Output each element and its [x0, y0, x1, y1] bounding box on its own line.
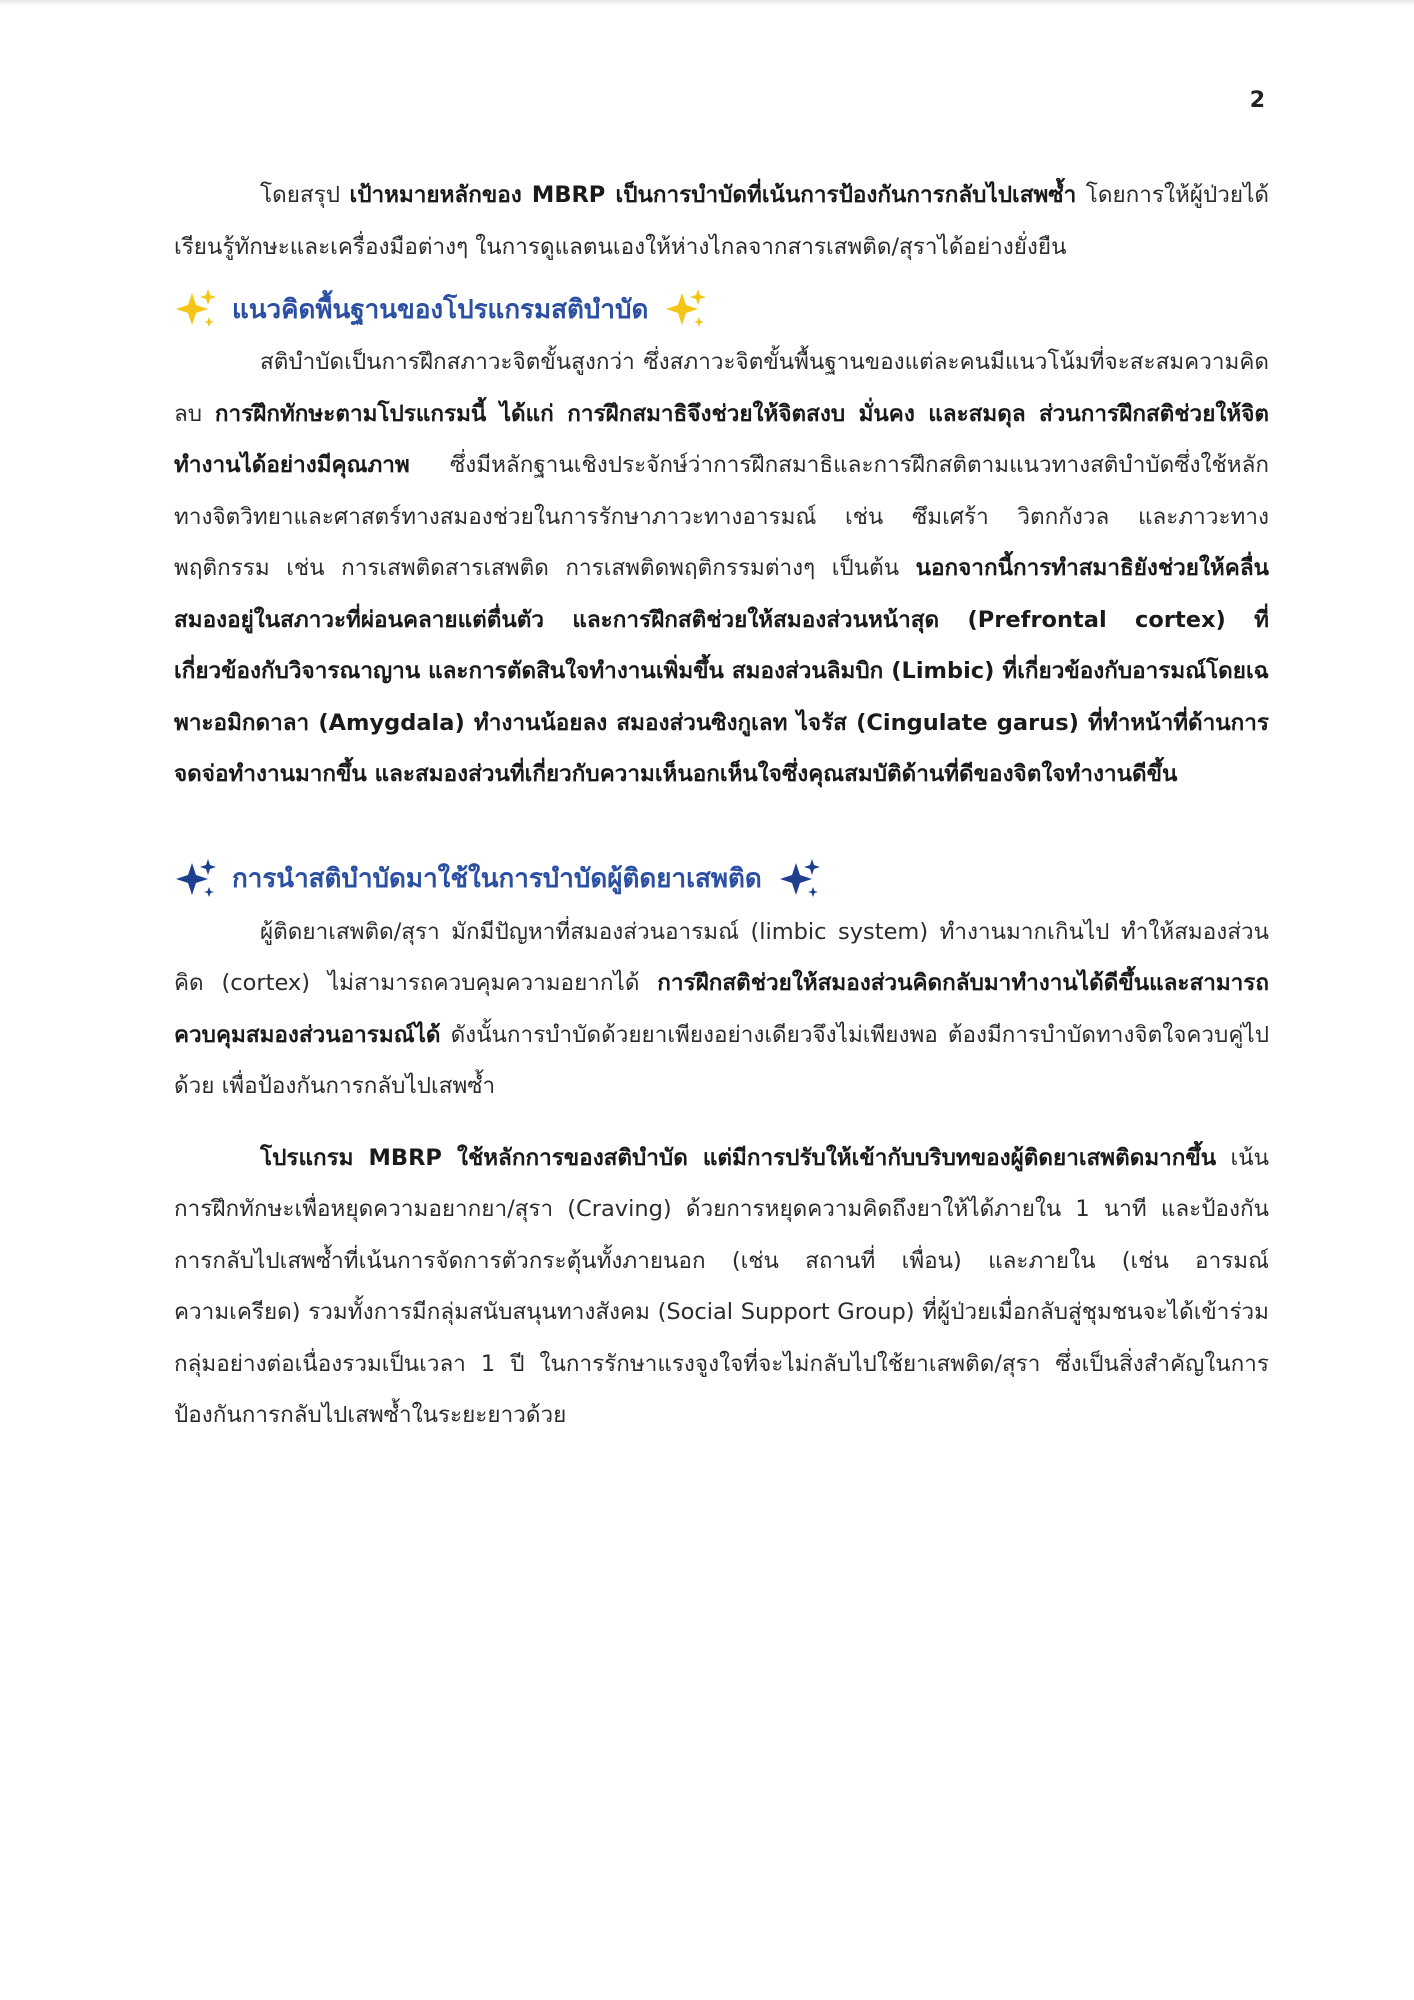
sparkles-icon [174, 287, 218, 331]
section2-paragraph-1 [174, 907, 1269, 1113]
sparkles-icon [174, 857, 218, 901]
sparkles-icon [664, 287, 708, 331]
page-content [174, 170, 1269, 1442]
section2-p2-text-1: เน้นการฝึกทักษะเพื่อหยุดความอยากยา/สุรา (Craving) ด้วยการหยุดความคิดถึงยาให้ได้ภายใน 1 นาที และป้องกันการกลับไปเสพซ้ำที่เน้นการจัดการตัวกระตุ้นทั้งภายนอก (เช่น สถานที่ เพื่อน) และภายใน (เช่น อารมณ์ ความเครียด) รวมทั้งการมีกลุ่มสนับสนุนทางสังคม (Social Support Group) ที่ผู้ป่วยเมื่อกลับสู่ชุมชนจะได้เข้าร่วมกลุ่มอย่างต่อเนื่องรวมเป็นเวลา 1 ปี ในการรักษาแรงจูงใจที่จะไม่กลับไปใช้ยาเสพติด/สุรา ซึ่งเป็นสิ่งสำคัญในการป้องกันการกลับไปเสพซ้ำในระยะยาวด้วย [174, 1144, 1269, 1428]
section2-paragraph-2 [174, 1133, 1269, 1442]
section1-text-2: ซึ่งมีหลักฐานเชิงประจักษ์ว่าการฝึกสมาธิและการฝึกสติตามแนวทางสติบำบัดซึ่งใช้หลักทางจิตวิทยาและศาสตร์ทางสมองช่วยในการรักษาภาวะทางอารมณ์ เช่น ซึมเศร้า วิตกกังวล และภาวะทางพฤติกรรม เช่น การเสพติดสารเสพติด การเสพติดพฤติกรรมต่างๆ เป็นต้น [174, 452, 1269, 581]
sparkles-icon [778, 857, 822, 901]
section1-text-1: สติบำบัดเป็นการฝึกสภาวะจิตขั้นสูงกว่า ซึ่งสภาวะจิตขั้นพื้นฐานของแต่ละคนมีแนวโน้มที่จะสะสมความคิดลบ [174, 349, 1269, 427]
section1-bold-1: การฝึกทักษะตามโปรแกรมนี้ ได้แก่ การฝึกสมาธิจึงช่วยให้จิตสงบ มั่นคง และสมดุล ส่วนการฝึกสติช่วยให้จิตทำงานได้อย่างมีคุณภาพ [174, 400, 1269, 478]
page-top-edge [0, 0, 1414, 6]
intro-paragraph [174, 170, 1269, 273]
intro-text-1: โดยสรุป [260, 182, 350, 208]
page-number: 2 [1249, 88, 1265, 113]
section1-heading [174, 281, 1269, 337]
section1-paragraph [174, 337, 1269, 801]
section2-p1-text-2: ดังนั้นการบำบัดด้วยยาเพียงอย่างเดียวจึงไม่เพียงพอ ต้องมีการบำบัดทางจิตใจควบคู่ไปด้วย เพื่อป้องกันการกลับไปเสพซ้ำ [174, 1021, 1269, 1099]
intro-bold-1: เป้าหมายหลักของ MBRP เป็นการบำบัดที่เน้นการป้องกันการกลับไปเสพซ้ำ [349, 182, 1077, 208]
section2-heading [174, 851, 1269, 907]
section2-p2-bold-1: โปรแกรม MBRP ใช้หลักการของสติบำบัด แต่มีการปรับให้เข้ากับบริบทของผู้ติดยาเสพติดมากขึ้น [260, 1144, 1217, 1171]
section2-heading-text: การนำสติบำบัดมาใช้ในการบำบัดผู้ติดยาเสพติด [232, 864, 762, 894]
section2-p1-text-1: ผู้ติดยาเสพติด/สุรา มักมีปัญหาที่สมองส่วนอารมณ์ (limbic system) ทำงานมากเกินไป ทำให้สมองส่วนคิด (cortex) ไม่สามารถควบคุมความอยากได้ [174, 918, 1269, 996]
intro-text-2: โดยการให้ผู้ป่วยได้เรียนรู้ทักษะและเครื่องมือต่างๆ ในการดูแลตนเองให้ห่างไกลจากสารเสพติด/สุราได้อย่างยั่งยืน [174, 182, 1269, 260]
section1-heading-text: แนวคิดพื้นฐานของโปรแกรมสติบำบัด [232, 294, 649, 325]
section2-p1-bold-1: การฝึกสติช่วยให้สมองส่วนคิดกลับมาทำงานได้ดีขึ้นและสามารถควบคุมสมองส่วนอารมณ์ได้ [174, 970, 1269, 1048]
section1-bold-2: นอกจากนี้การทำสมาธิยังช่วยให้คลื่นสมองอยู่ในสภาวะที่ผ่อนคลายแต่ตื่นตัว และการฝึกสติช่วยให้สมองส่วนหน้าสุด (Prefrontal cortex) ที่เกี่ยวข้องกับวิจารณาญาน และการตัดสินใจทำงานเพิ่มขึ้น สมองส่วนลิมบิก (Limbic) ที่เกี่ยวข้องกับอารมณ์โดยเฉพาะอมิกดาลา (Amygdala) ทำงานน้อยลง สมองส่วนซิงกูเลท ไจรัส (Cingulate garus) ที่ทำหน้าที่ด้านการจดจ่อทำงานมากขึ้น และสมองส่วนที่เกี่ยวกับความเห็นอกเห็นใจซึ่งคุณสมบัติด้านที่ดีของจิตใจทำงานดีขึ้น [174, 555, 1270, 787]
